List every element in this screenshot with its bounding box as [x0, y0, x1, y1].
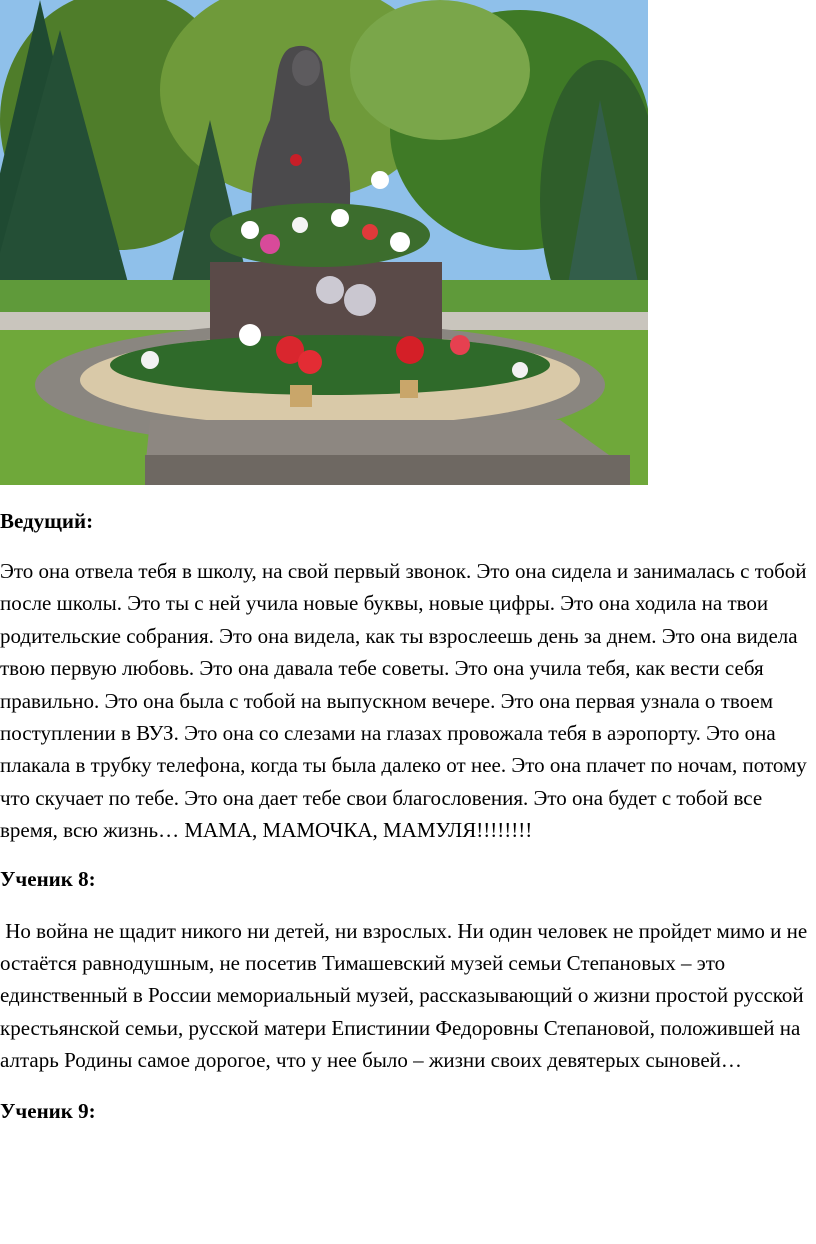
speech-paragraph: Это она отвела тебя в школу, на свой первый звонок. Это она сидела и занималась с тобой после школы. Это ты с ней учила новые буквы, новые цифры. Это она ходила на твои родительские собрания. Это она видела, как ты взрослеешь день за днем. Это она видела твою первую любовь. Это она давала тебе советы. Это она учила тебя, как вести себя правильно. Это она была с тобой на выпускном вечере. Это она первая узнала о твоем поступлении в ВУЗ. Это она со слезами на глазах провожала тебя в аэропорту. Это она плакала в трубку телефона, когда ты была далеко от нее. Это она плачет по ночам, потому что скучает по тебе. Это она дает тебе свои благословения. Это она будет с тобой все время, всю жизнь… МАМА, МАМОЧКА, МАМУЛЯ!!!!!!!! — [0, 559, 807, 843]
document-body — [0, 505, 812, 1127]
speaker-heading: Ведущий: — [0, 509, 94, 533]
speaker-heading: Ученик 9: — [0, 1098, 96, 1123]
speaker-heading: Ученик 8: — [0, 866, 96, 891]
monument-photo — [0, 0, 648, 485]
speech-paragraph: Но война не щадит никого ни детей, ни взрослых. Ни один человек не пройдет мимо и не остаётся равнодушным, не посетив Тимашевский музей семьи Степановых – это единственный в России мемориальный музей, рассказывающий о жизни простой русской крестьянской семьи, русской матери Епистинии Федоровны Степановой, положившей на алтарь Родины самое дорогое, что у нее было – жизни своих девятерых сыновей… — [0, 918, 813, 1073]
monument-illustration — [0, 0, 648, 485]
